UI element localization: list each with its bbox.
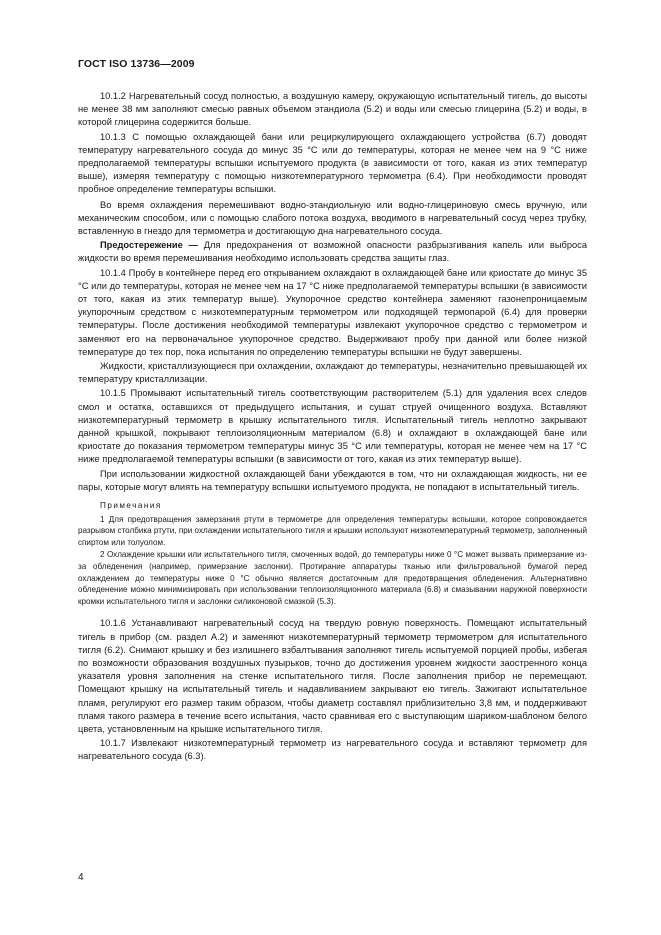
- warning-text: Для предохранения от возможной опасности разбрызгивания капель или выброса жидкости во время перемешивания необходимо использовать средства защиты глаз.: [78, 240, 587, 264]
- warning-paragraph: [78, 239, 587, 265]
- paragraph-crystallizing: Жидкости, кристаллизующиеся при охлаждении, охлаждают до температуры, незначительно превышающей их температуру кристаллизации.: [78, 361, 587, 385]
- paragraph-10-1-7: 10.1.7 Извлекают низкотемпературный термометр из нагревательного сосуда и вставляют термометр для нагревательного сосуда (6.3).: [78, 738, 587, 762]
- paragraph-10-1-6: 10.1.6 Устанавливают нагревательный сосуд на твердую ровную поверхность. Помещают испытательный тигель в прибор (см. раздел А.2) и заменяют низкотемпературный термометр термометром для испытательного тигля (6.2). Снимают крышку и без излишнего взбалтывания заполняют тигель испытуемой порцией пробы, избегая по возможности образования воздушных пузырьков, точно до достижения уровнем жидкости заостренного конца указателя уровня заполнения на стенке испытательного тигля. После заполнения прибор не перемещают. Помещают крышку на испытательный тигель и надавливанием закрывают ею тигель. Зажигают испытательное пламя, регулируют его размер таким образом, чтобы диаметр составлял приблизительно 3,8 мм, и поддерживают пламя такого размера в течение всего испытания, часто сравнивая его с выступающим шариком-шаблоном белого цвета, установленным на крышке испытательного тигля.: [78, 618, 587, 735]
- document-body: [78, 90, 587, 765]
- paragraph-10-1-3: 10.1.3 С помощью охлаждающей бани или рециркулирующего охлаждающего устройства (6.7) доводят температуру нагревательного сосуда до минус 35 °С или до температуры, которая не менее чем на 9 °С ниже предполагаемой температуры вспышки испытуемого продукта (в зависимости от того, какая из этих температур выше), измеряя температуру с помощью низкотемпературного термометра (6.4). При необходимости проводят пробное определение температуры вспышки.: [78, 131, 587, 195]
- paragraph-cooling: Во время охлаждения перемешивают водно-этандиольную или водно-глицериновую смесь вручную, или механическим способом, или с помощью слабого потока воздуха, вводимого в нагревательный сосуд через трубку, вставленную в гнездо для термометра и достигающую дна нагревательного сосуда.: [78, 199, 587, 237]
- post-notes-section: [78, 617, 587, 763]
- note-item-2: 2 Охлаждение крышки или испытательного тигля, смоченных водой, до температуры ниже 0 °С может вызвать примерзание из-за обледенения (например, примерзание заслонки). Протирание аппаратуры тканью или фильтровальной бумагой перед охлаждением до температуры ниже 0 °С обычно является достаточным для предотвращения обледенения. Альтернативно обледенение можно минимизировать при использовании теплоизоляционного материала (6.8) и смазывании наружной поверхности кромки испытательного тигля и заслонки силиконовой смазкой (5.3).: [78, 550, 587, 606]
- notes-heading: Примечания: [100, 501, 162, 511]
- paragraph-10-1-4: 10.1.4 Пробу в контейнере перед его открыванием охлаждают в охлаждающей бане или криостате до минус 35 °С или до температуры, которая не менее чем на 17 °С ниже предполагаемой температуры вспышки (в зависимости от того, какая из этих температур выше). Укупорочное средство контейнера заменяют газонепроницаемым укупорочным средством с низкотемпературным термометром или подходящей термопарой (6.4) для проверки температуры. После достижения необходимой температуры извлекают укупорочное средство с термометром и заменяют его на первоначальное укупорочное средство. Выдерживают пробу при данной или более низкой температуре до тех пор, пока испытания по определению температуры вспышки не будут завершены.: [78, 267, 587, 357]
- warning-label: Предостережение —: [100, 240, 198, 251]
- page-number: 4: [78, 872, 84, 883]
- paragraph-10-1-2: 10.1.2 Нагревательный сосуд полностью, а воздушную камеру, окружающую испытательный тигель, до высоты не менее 38 мм заполняют смесью равных объемом этандиола (5.2) и воды или смесью глицерина (5.2) и воды, в которой глицерина содержится больше.: [78, 91, 587, 128]
- paragraph-liquid-bath: При использовании жидкостной охлаждающей бани убеждаются в том, что ни охлаждающая жидкость, ни ее пары, которые могут влиять на температуру вспышки испытуемого продукта, не попадают в испытательный тигель.: [78, 468, 587, 492]
- note-item-1: 1 Для предотвращения замерзания ртути в термометре для определения температуры вспышки, которое сопровождается разрывом столбика ртути, при охлаждении испытательного тигля и крышки используют низкотемпературный термометр, заполненный спиртом или толуолом.: [78, 514, 587, 547]
- paragraph-10-1-5: 10.1.5 Промывают испытательный тигель соответствующим растворителем (5.1) для удаления всех следов смол и остатка, оставшихся от предыдущего испытания, и сушат струей очищенного воздуха. Вставляют низкотемпературный термометр в крышку испытательного тигля. Испытательный тигель неплотно закрывают данной крышкой, покрывают теплоизоляционным материалом (6.8) и охлаждают в охлаждающей бане или криостате до показания термометром температуры минус 35 °С или температуры, которая не менее чем на 17 °С ниже предполагаемой температуры вспышки (в зависимости от того, какая из этих температур выше).: [78, 388, 587, 465]
- document-header: ГОСТ ISO 13736—2009: [78, 58, 195, 70]
- notes-section: [78, 500, 587, 607]
